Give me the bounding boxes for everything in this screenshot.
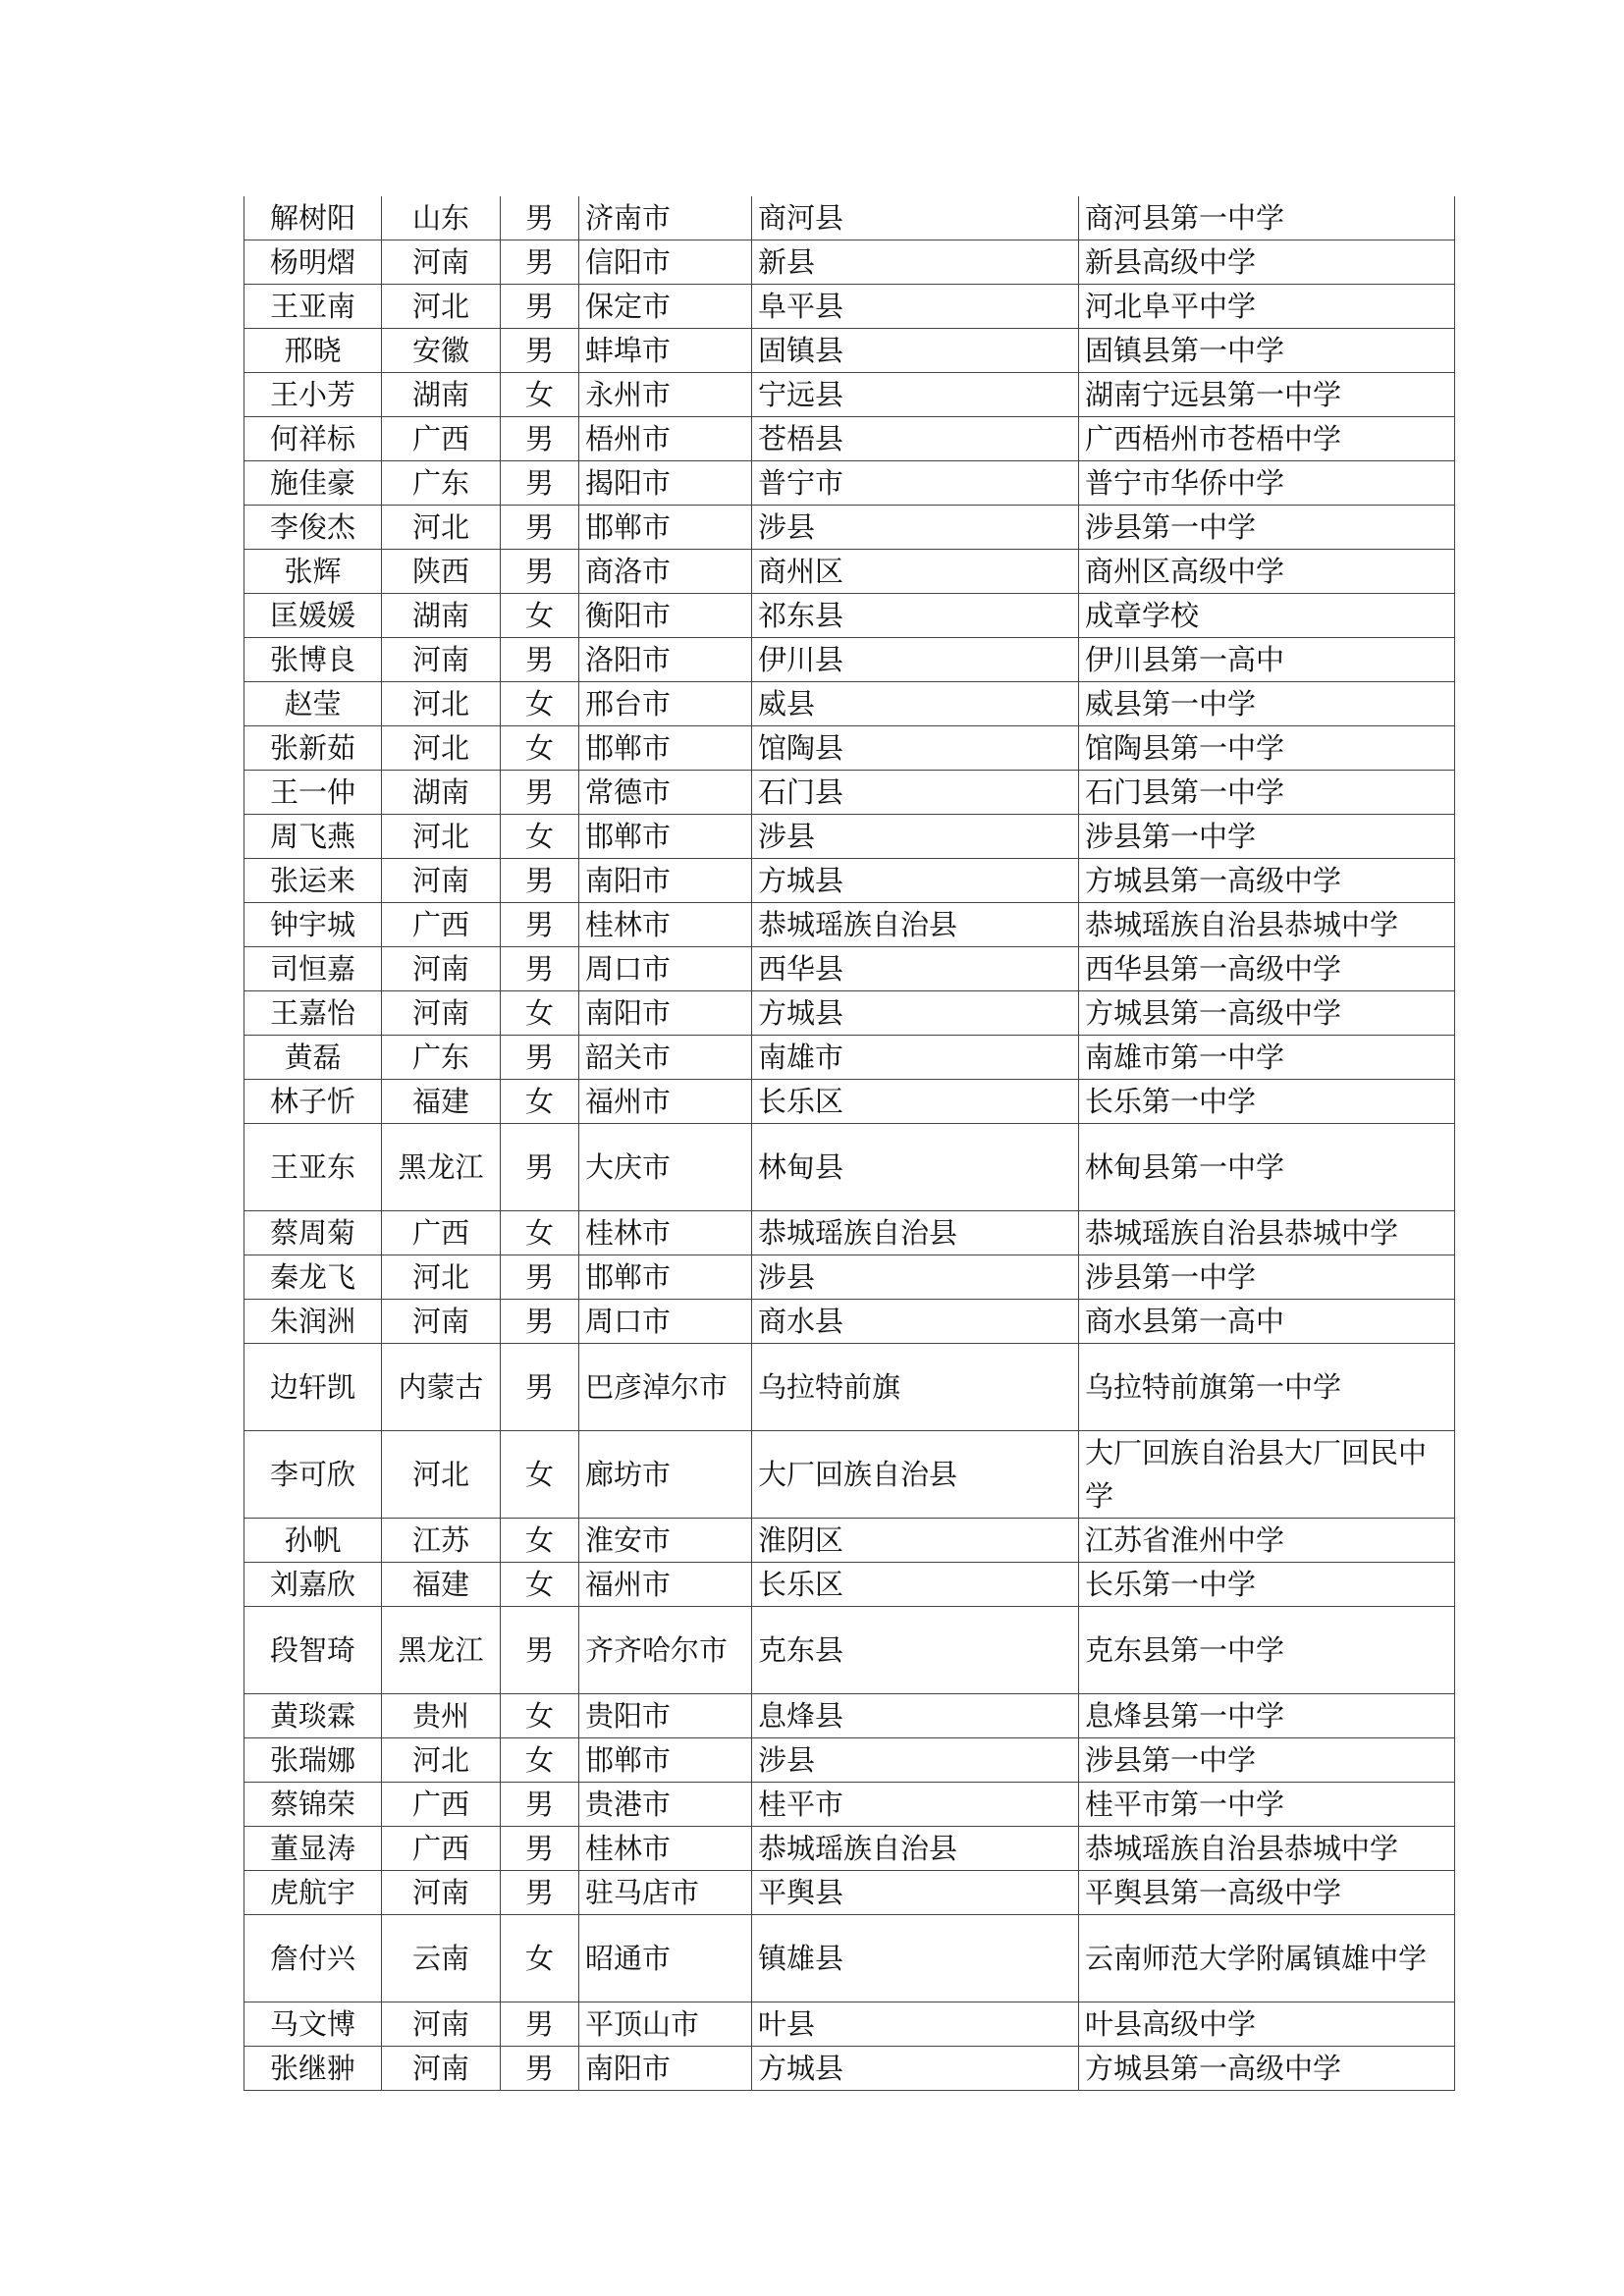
city-cell: 韶关市 <box>579 1036 752 1080</box>
gender-cell: 女 <box>501 682 579 726</box>
gender-cell: 男 <box>501 1871 579 1915</box>
table-row <box>244 594 1455 638</box>
student-roster-table <box>244 196 1455 2091</box>
province-cell: 河南 <box>382 1300 501 1344</box>
county-cell: 方城县 <box>752 991 1079 1036</box>
province-cell: 广西 <box>382 903 501 947</box>
student-name-cell: 段智琦 <box>244 1607 382 1694</box>
county-cell: 商州区 <box>752 550 1079 594</box>
student-name-cell: 张博良 <box>244 638 382 682</box>
table-row <box>244 1783 1455 1827</box>
school-cell: 恭城瑶族自治县恭城中学 <box>1079 1211 1455 1255</box>
table-row <box>244 1827 1455 1871</box>
table-row <box>244 196 1455 240</box>
student-name-cell: 邢晓 <box>244 329 382 373</box>
county-cell: 阜平县 <box>752 285 1079 329</box>
province-cell: 河北 <box>382 815 501 859</box>
city-cell: 洛阳市 <box>579 638 752 682</box>
student-name-cell: 何祥标 <box>244 417 382 461</box>
student-name-cell: 钟宇城 <box>244 903 382 947</box>
county-cell: 平舆县 <box>752 1871 1079 1915</box>
table-row <box>244 1300 1455 1344</box>
city-cell: 桂林市 <box>579 903 752 947</box>
city-cell: 信阳市 <box>579 240 752 285</box>
table-row <box>244 240 1455 285</box>
city-cell: 邯郸市 <box>579 1738 752 1783</box>
gender-cell: 女 <box>501 1694 579 1738</box>
school-cell: 恭城瑶族自治县恭城中学 <box>1079 903 1455 947</box>
province-cell: 黑龙江 <box>382 1124 501 1211</box>
student-name-cell: 李俊杰 <box>244 506 382 550</box>
roster-body <box>244 196 1455 2091</box>
gender-cell: 男 <box>501 1300 579 1344</box>
gender-cell: 男 <box>501 771 579 815</box>
table-row <box>244 1036 1455 1080</box>
gender-cell: 女 <box>501 594 579 638</box>
city-cell: 廊坊市 <box>579 1431 752 1519</box>
gender-cell: 男 <box>501 2047 579 2091</box>
student-name-cell: 施佳豪 <box>244 461 382 506</box>
province-cell: 河北 <box>382 682 501 726</box>
county-cell: 长乐区 <box>752 1563 1079 1607</box>
city-cell: 巴彦淖尔市 <box>579 1344 752 1431</box>
county-cell: 大厂回族自治县 <box>752 1431 1079 1519</box>
county-cell: 淮阴区 <box>752 1519 1079 1563</box>
county-cell: 恭城瑶族自治县 <box>752 1211 1079 1255</box>
county-cell: 息烽县 <box>752 1694 1079 1738</box>
gender-cell: 男 <box>501 285 579 329</box>
county-cell: 恭城瑶族自治县 <box>752 1827 1079 1871</box>
gender-cell: 男 <box>501 550 579 594</box>
school-cell: 方城县第一高级中学 <box>1079 991 1455 1036</box>
school-cell: 河北阜平中学 <box>1079 285 1455 329</box>
province-cell: 广西 <box>382 1783 501 1827</box>
city-cell: 平顶山市 <box>579 2002 752 2047</box>
city-cell: 蚌埠市 <box>579 329 752 373</box>
county-cell: 方城县 <box>752 2047 1079 2091</box>
student-name-cell: 张瑞娜 <box>244 1738 382 1783</box>
table-row <box>244 506 1455 550</box>
table-row <box>244 947 1455 991</box>
city-cell: 桂林市 <box>579 1211 752 1255</box>
city-cell: 南阳市 <box>579 859 752 903</box>
school-cell: 桂平市第一中学 <box>1079 1783 1455 1827</box>
student-name-cell: 蔡锦荣 <box>244 1783 382 1827</box>
city-cell: 福州市 <box>579 1080 752 1124</box>
student-name-cell: 孙帆 <box>244 1519 382 1563</box>
school-cell: 长乐第一中学 <box>1079 1080 1455 1124</box>
city-cell: 保定市 <box>579 285 752 329</box>
school-cell: 云南师范大学附属镇雄中学 <box>1079 1915 1455 2002</box>
county-cell: 涉县 <box>752 815 1079 859</box>
province-cell: 湖南 <box>382 594 501 638</box>
table-row <box>244 903 1455 947</box>
table-row <box>244 1738 1455 1783</box>
table-row <box>244 1124 1455 1211</box>
table-row <box>244 2002 1455 2047</box>
province-cell: 河南 <box>382 240 501 285</box>
school-cell: 成章学校 <box>1079 594 1455 638</box>
gender-cell: 男 <box>501 417 579 461</box>
student-name-cell: 司恒嘉 <box>244 947 382 991</box>
gender-cell: 女 <box>501 373 579 417</box>
county-cell: 克东县 <box>752 1607 1079 1694</box>
province-cell: 河南 <box>382 947 501 991</box>
table-row <box>244 2047 1455 2091</box>
school-cell: 南雄市第一中学 <box>1079 1036 1455 1080</box>
gender-cell: 男 <box>501 1124 579 1211</box>
table-row <box>244 285 1455 329</box>
table-row <box>244 859 1455 903</box>
county-cell: 涉县 <box>752 1738 1079 1783</box>
gender-cell: 女 <box>501 1431 579 1519</box>
student-name-cell: 黄琰霖 <box>244 1694 382 1738</box>
province-cell: 河北 <box>382 726 501 771</box>
province-cell: 内蒙古 <box>382 1344 501 1431</box>
table-row <box>244 1255 1455 1300</box>
province-cell: 广东 <box>382 1036 501 1080</box>
province-cell: 广西 <box>382 1211 501 1255</box>
school-cell: 广西梧州市苍梧中学 <box>1079 417 1455 461</box>
table-row <box>244 329 1455 373</box>
student-name-cell: 张辉 <box>244 550 382 594</box>
school-cell: 伊川县第一高中 <box>1079 638 1455 682</box>
school-cell: 固镇县第一中学 <box>1079 329 1455 373</box>
school-cell: 西华县第一高级中学 <box>1079 947 1455 991</box>
student-name-cell: 边轩凯 <box>244 1344 382 1431</box>
gender-cell: 男 <box>501 1344 579 1431</box>
city-cell: 大庆市 <box>579 1124 752 1211</box>
gender-cell: 男 <box>501 638 579 682</box>
city-cell: 揭阳市 <box>579 461 752 506</box>
gender-cell: 女 <box>501 1738 579 1783</box>
student-name-cell: 虎航宇 <box>244 1871 382 1915</box>
province-cell: 云南 <box>382 1915 501 2002</box>
table-row <box>244 771 1455 815</box>
table-row <box>244 1519 1455 1563</box>
student-name-cell: 黄磊 <box>244 1036 382 1080</box>
school-cell: 商州区高级中学 <box>1079 550 1455 594</box>
gender-cell: 男 <box>501 1607 579 1694</box>
province-cell: 河南 <box>382 1871 501 1915</box>
city-cell: 南阳市 <box>579 991 752 1036</box>
student-name-cell: 赵莹 <box>244 682 382 726</box>
province-cell: 河南 <box>382 991 501 1036</box>
table-row <box>244 726 1455 771</box>
table-row <box>244 373 1455 417</box>
city-cell: 邯郸市 <box>579 815 752 859</box>
county-cell: 镇雄县 <box>752 1915 1079 2002</box>
gender-cell: 女 <box>501 1519 579 1563</box>
county-cell: 馆陶县 <box>752 726 1079 771</box>
province-cell: 河北 <box>382 506 501 550</box>
student-name-cell: 解树阳 <box>244 196 382 240</box>
table-row <box>244 1431 1455 1519</box>
county-cell: 林甸县 <box>752 1124 1079 1211</box>
school-cell: 平舆县第一高级中学 <box>1079 1871 1455 1915</box>
city-cell: 周口市 <box>579 1300 752 1344</box>
gender-cell: 男 <box>501 2002 579 2047</box>
school-cell: 方城县第一高级中学 <box>1079 2047 1455 2091</box>
school-cell: 石门县第一中学 <box>1079 771 1455 815</box>
gender-cell: 女 <box>501 726 579 771</box>
gender-cell: 男 <box>501 859 579 903</box>
city-cell: 衡阳市 <box>579 594 752 638</box>
table-row <box>244 991 1455 1036</box>
province-cell: 广西 <box>382 417 501 461</box>
province-cell: 福建 <box>382 1563 501 1607</box>
student-name-cell: 周飞燕 <box>244 815 382 859</box>
table-row <box>244 682 1455 726</box>
province-cell: 河北 <box>382 1431 501 1519</box>
county-cell: 商河县 <box>752 196 1079 240</box>
gender-cell: 男 <box>501 1827 579 1871</box>
student-name-cell: 詹付兴 <box>244 1915 382 2002</box>
city-cell: 邯郸市 <box>579 1255 752 1300</box>
province-cell: 江苏 <box>382 1519 501 1563</box>
city-cell: 贵阳市 <box>579 1694 752 1738</box>
gender-cell: 男 <box>501 1036 579 1080</box>
school-cell: 息烽县第一中学 <box>1079 1694 1455 1738</box>
county-cell: 西华县 <box>752 947 1079 991</box>
province-cell: 广西 <box>382 1827 501 1871</box>
gender-cell: 男 <box>501 240 579 285</box>
city-cell: 齐齐哈尔市 <box>579 1607 752 1694</box>
city-cell: 梧州市 <box>579 417 752 461</box>
school-cell: 林甸县第一中学 <box>1079 1124 1455 1211</box>
student-name-cell: 李可欣 <box>244 1431 382 1519</box>
county-cell: 石门县 <box>752 771 1079 815</box>
student-name-cell: 王亚东 <box>244 1124 382 1211</box>
student-name-cell: 王一仲 <box>244 771 382 815</box>
county-cell: 涉县 <box>752 1255 1079 1300</box>
student-name-cell: 王嘉怡 <box>244 991 382 1036</box>
student-name-cell: 匡媛媛 <box>244 594 382 638</box>
province-cell: 河北 <box>382 1255 501 1300</box>
gender-cell: 男 <box>501 461 579 506</box>
table-row <box>244 815 1455 859</box>
gender-cell: 男 <box>501 1783 579 1827</box>
table-row <box>244 1607 1455 1694</box>
school-cell: 涉县第一中学 <box>1079 506 1455 550</box>
city-cell: 周口市 <box>579 947 752 991</box>
gender-cell: 男 <box>501 329 579 373</box>
school-cell: 长乐第一中学 <box>1079 1563 1455 1607</box>
table-row <box>244 1080 1455 1124</box>
gender-cell: 女 <box>501 815 579 859</box>
province-cell: 湖南 <box>382 373 501 417</box>
gender-cell: 男 <box>501 947 579 991</box>
school-cell: 湖南宁远县第一中学 <box>1079 373 1455 417</box>
city-cell: 昭通市 <box>579 1915 752 2002</box>
county-cell: 固镇县 <box>752 329 1079 373</box>
county-cell: 新县 <box>752 240 1079 285</box>
table-row <box>244 417 1455 461</box>
table-row <box>244 461 1455 506</box>
county-cell: 涉县 <box>752 506 1079 550</box>
province-cell: 河北 <box>382 285 501 329</box>
table-row <box>244 1915 1455 2002</box>
province-cell: 河南 <box>382 2047 501 2091</box>
student-name-cell: 马文博 <box>244 2002 382 2047</box>
county-cell: 乌拉特前旗 <box>752 1344 1079 1431</box>
table-row <box>244 1694 1455 1738</box>
student-name-cell: 林子忻 <box>244 1080 382 1124</box>
student-name-cell: 董显涛 <box>244 1827 382 1871</box>
city-cell: 驻马店市 <box>579 1871 752 1915</box>
province-cell: 河南 <box>382 2002 501 2047</box>
school-cell: 威县第一中学 <box>1079 682 1455 726</box>
city-cell: 邯郸市 <box>579 506 752 550</box>
province-cell: 广东 <box>382 461 501 506</box>
gender-cell: 女 <box>501 1080 579 1124</box>
gender-cell: 男 <box>501 196 579 240</box>
county-cell: 叶县 <box>752 2002 1079 2047</box>
county-cell: 方城县 <box>752 859 1079 903</box>
province-cell: 安徽 <box>382 329 501 373</box>
county-cell: 南雄市 <box>752 1036 1079 1080</box>
student-name-cell: 蔡周菊 <box>244 1211 382 1255</box>
gender-cell: 女 <box>501 1563 579 1607</box>
student-name-cell: 王亚南 <box>244 285 382 329</box>
city-cell: 邯郸市 <box>579 726 752 771</box>
county-cell: 普宁市 <box>752 461 1079 506</box>
province-cell: 湖南 <box>382 771 501 815</box>
student-name-cell: 杨明熠 <box>244 240 382 285</box>
school-cell: 新县高级中学 <box>1079 240 1455 285</box>
school-cell: 商水县第一高中 <box>1079 1300 1455 1344</box>
school-cell: 商河县第一中学 <box>1079 196 1455 240</box>
student-name-cell: 张新茹 <box>244 726 382 771</box>
city-cell: 福州市 <box>579 1563 752 1607</box>
student-name-cell: 张运来 <box>244 859 382 903</box>
student-name-cell: 刘嘉欣 <box>244 1563 382 1607</box>
province-cell: 陕西 <box>382 550 501 594</box>
table-row <box>244 1563 1455 1607</box>
county-cell: 桂平市 <box>752 1783 1079 1827</box>
student-name-cell: 秦龙飞 <box>244 1255 382 1300</box>
county-cell: 苍梧县 <box>752 417 1079 461</box>
gender-cell: 女 <box>501 1915 579 2002</box>
gender-cell: 男 <box>501 506 579 550</box>
table-row <box>244 1871 1455 1915</box>
city-cell: 邢台市 <box>579 682 752 726</box>
county-cell: 恭城瑶族自治县 <box>752 903 1079 947</box>
gender-cell: 女 <box>501 1211 579 1255</box>
county-cell: 威县 <box>752 682 1079 726</box>
county-cell: 祁东县 <box>752 594 1079 638</box>
city-cell: 桂林市 <box>579 1827 752 1871</box>
city-cell: 贵港市 <box>579 1783 752 1827</box>
county-cell: 宁远县 <box>752 373 1079 417</box>
table-row <box>244 638 1455 682</box>
school-cell: 涉县第一中学 <box>1079 815 1455 859</box>
province-cell: 山东 <box>382 196 501 240</box>
gender-cell: 男 <box>501 903 579 947</box>
school-cell: 叶县高级中学 <box>1079 2002 1455 2047</box>
province-cell: 河南 <box>382 638 501 682</box>
city-cell: 南阳市 <box>579 2047 752 2091</box>
city-cell: 永州市 <box>579 373 752 417</box>
school-cell: 涉县第一中学 <box>1079 1255 1455 1300</box>
county-cell: 长乐区 <box>752 1080 1079 1124</box>
school-cell: 克东县第一中学 <box>1079 1607 1455 1694</box>
gender-cell: 男 <box>501 1255 579 1300</box>
city-cell: 淮安市 <box>579 1519 752 1563</box>
province-cell: 贵州 <box>382 1694 501 1738</box>
student-name-cell: 张继翀 <box>244 2047 382 2091</box>
student-name-cell: 王小芳 <box>244 373 382 417</box>
province-cell: 河南 <box>382 859 501 903</box>
city-cell: 常德市 <box>579 771 752 815</box>
school-cell: 乌拉特前旗第一中学 <box>1079 1344 1455 1431</box>
school-cell: 涉县第一中学 <box>1079 1738 1455 1783</box>
school-cell: 江苏省淮州中学 <box>1079 1519 1455 1563</box>
county-cell: 伊川县 <box>752 638 1079 682</box>
table-row <box>244 1211 1455 1255</box>
school-cell: 大厂回族自治县大厂回民中学 <box>1079 1431 1455 1519</box>
city-cell: 济南市 <box>579 196 752 240</box>
table-row <box>244 1344 1455 1431</box>
school-cell: 方城县第一高级中学 <box>1079 859 1455 903</box>
city-cell: 商洛市 <box>579 550 752 594</box>
school-cell: 馆陶县第一中学 <box>1079 726 1455 771</box>
school-cell: 普宁市华侨中学 <box>1079 461 1455 506</box>
county-cell: 商水县 <box>752 1300 1079 1344</box>
province-cell: 黑龙江 <box>382 1607 501 1694</box>
school-cell: 恭城瑶族自治县恭城中学 <box>1079 1827 1455 1871</box>
province-cell: 福建 <box>382 1080 501 1124</box>
student-name-cell: 朱润洲 <box>244 1300 382 1344</box>
table-row <box>244 550 1455 594</box>
gender-cell: 女 <box>501 991 579 1036</box>
province-cell: 河北 <box>382 1738 501 1783</box>
